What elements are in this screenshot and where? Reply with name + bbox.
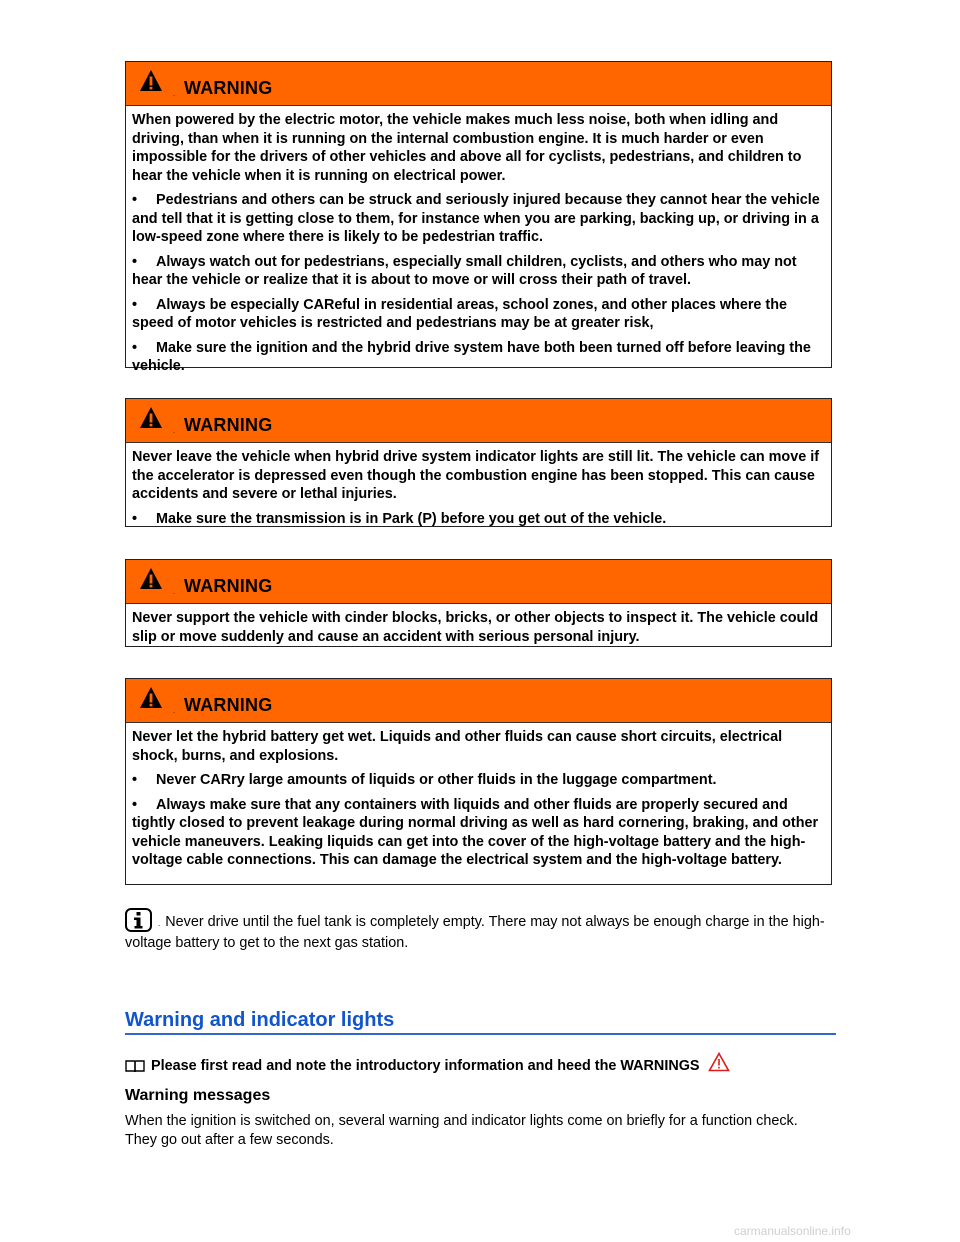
warning-bullet xyxy=(132,796,825,870)
warning-bullet xyxy=(132,510,825,529)
bullet-text: Make sure the ignition and the hybrid drive system have both been turned off before leaving the vehicle. xyxy=(132,339,811,374)
warning-bullet xyxy=(132,296,825,333)
warning-bullet xyxy=(132,253,825,290)
warning-title: WARNING xyxy=(184,415,273,435)
warning-dot: . xyxy=(173,589,175,596)
warning-header xyxy=(126,62,831,106)
bullet-glyph: • xyxy=(132,796,138,813)
body-paragraph: When the ignition is switched on, several warning and indicator lights come on briefly for a function check. They go out after a few seconds. xyxy=(125,1113,798,1148)
warning-paragraph: Never support the vehicle with cinder blocks, bricks, or other objects to inspect it. The vehicle could slip or move suddenly and cause an accident with serious personal injury. xyxy=(132,610,819,645)
warning-body xyxy=(126,723,831,874)
warning-triangle-icon xyxy=(139,686,163,710)
warning-paragraph: When powered by the electric motor, the vehicle makes much less noise, both when idling and driving, than when it is running on the internal combustion engine. It is much harder or even impossible for the drivers of other vehicles and above all for cyclists, pedestrians, and children to hear the vehicle when it is running on electrical power. xyxy=(132,112,802,184)
bullet-glyph: • xyxy=(132,510,138,527)
bullet-glyph: • xyxy=(132,296,138,313)
warning-triangle-icon xyxy=(139,406,163,430)
note-dot: . xyxy=(158,919,161,928)
bullet-text: Always watch out for pedestrians, especially small children, cyclists, and others who may not hear the vehicle or realize that it is about to move or will cross their path of travel. xyxy=(132,253,797,288)
warning-bullet xyxy=(132,771,825,790)
warning-box-1 xyxy=(125,61,832,374)
warning-title: WARNING xyxy=(184,576,273,596)
watermark: carmanualsonline.info xyxy=(734,1224,851,1238)
warning-paragraph: Never leave the vehicle when hybrid drive system indicator lights are still lit. The vehicle can move if the accelerator is depressed even though the combustion engine has been stopped. This can cause accidents and severe or lethal injuries. xyxy=(132,449,820,502)
bullet-glyph: • xyxy=(132,192,138,208)
intro-text: Please first read and note the introductory information and heed the WARNINGS xyxy=(151,1058,700,1074)
bullet-text: Pedestrians and others can be struck and seriously injured because they cannot hear the vehicle and tell that it is getting close to them, for instance when you are parking, backing up, or driving in a low-speed zone where there is likely to be pedestrian traffic. xyxy=(132,192,820,245)
warning-title: WARNING xyxy=(184,78,273,98)
section-divider xyxy=(125,1033,836,1035)
warning-body xyxy=(126,604,831,650)
warning-box-2 xyxy=(125,398,832,527)
warning-body xyxy=(126,106,831,380)
warning-header xyxy=(126,679,831,723)
warning-bullet xyxy=(132,191,825,247)
warning-header xyxy=(126,560,831,604)
note-paragraph xyxy=(125,908,835,952)
warning-title: WARNING xyxy=(184,695,273,715)
bullet-glyph: • xyxy=(132,253,138,270)
warning-box-3 xyxy=(125,559,832,647)
open-book-icon xyxy=(125,1059,145,1073)
bullet-text: Always be especially CAReful in residential areas, school zones, and other places where the speed of motor vehicles is restricted and pedestrians may be at greater risk, xyxy=(132,296,788,331)
info-note-icon xyxy=(125,908,152,932)
warning-paragraph: Never let the hybrid battery get wet. Liquids and other fluids can cause short circuits, electrical shock, burns, and explosions. xyxy=(132,729,783,764)
warning-triangle-icon xyxy=(139,69,163,93)
bullet-text: Never CARry large amounts of liquids or other fluids in the luggage compartment. xyxy=(156,772,717,788)
bullet-glyph: • xyxy=(132,339,138,356)
bullet-glyph: • xyxy=(132,772,138,788)
warning-dot: . xyxy=(173,91,175,98)
warning-outline-icon[interactable] xyxy=(708,1052,730,1072)
warning-body xyxy=(126,443,831,532)
intro-line xyxy=(125,1052,730,1076)
warning-dot: . xyxy=(173,428,175,435)
bullet-text: Make sure the transmission is in Park (P) before you get out of the vehicle. xyxy=(156,510,667,527)
warning-dot: . xyxy=(173,708,175,715)
subsection-title: Warning messages xyxy=(125,1087,271,1104)
warning-box-4 xyxy=(125,678,832,885)
note-text: Never drive until the fuel tank is completely empty. There may not always be enough charge in the high-voltage battery to get to the next gas station. xyxy=(125,914,825,951)
warning-header xyxy=(126,399,831,443)
bullet-text: Always make sure that any containers with liquids and other fluids are properly secured and tightly closed to prevent leakage during normal driving as well as hard cornering, braking, and other vehicle maneuvers. Leaking liquids can get into the cover of the high-voltage battery and the high-voltage cable connections. This can damage the electrical system and the high-voltage battery. xyxy=(132,796,819,868)
warning-triangle-icon xyxy=(139,567,163,591)
warning-bullet xyxy=(132,339,825,376)
section-title: Warning and indicator lights xyxy=(125,1009,395,1031)
